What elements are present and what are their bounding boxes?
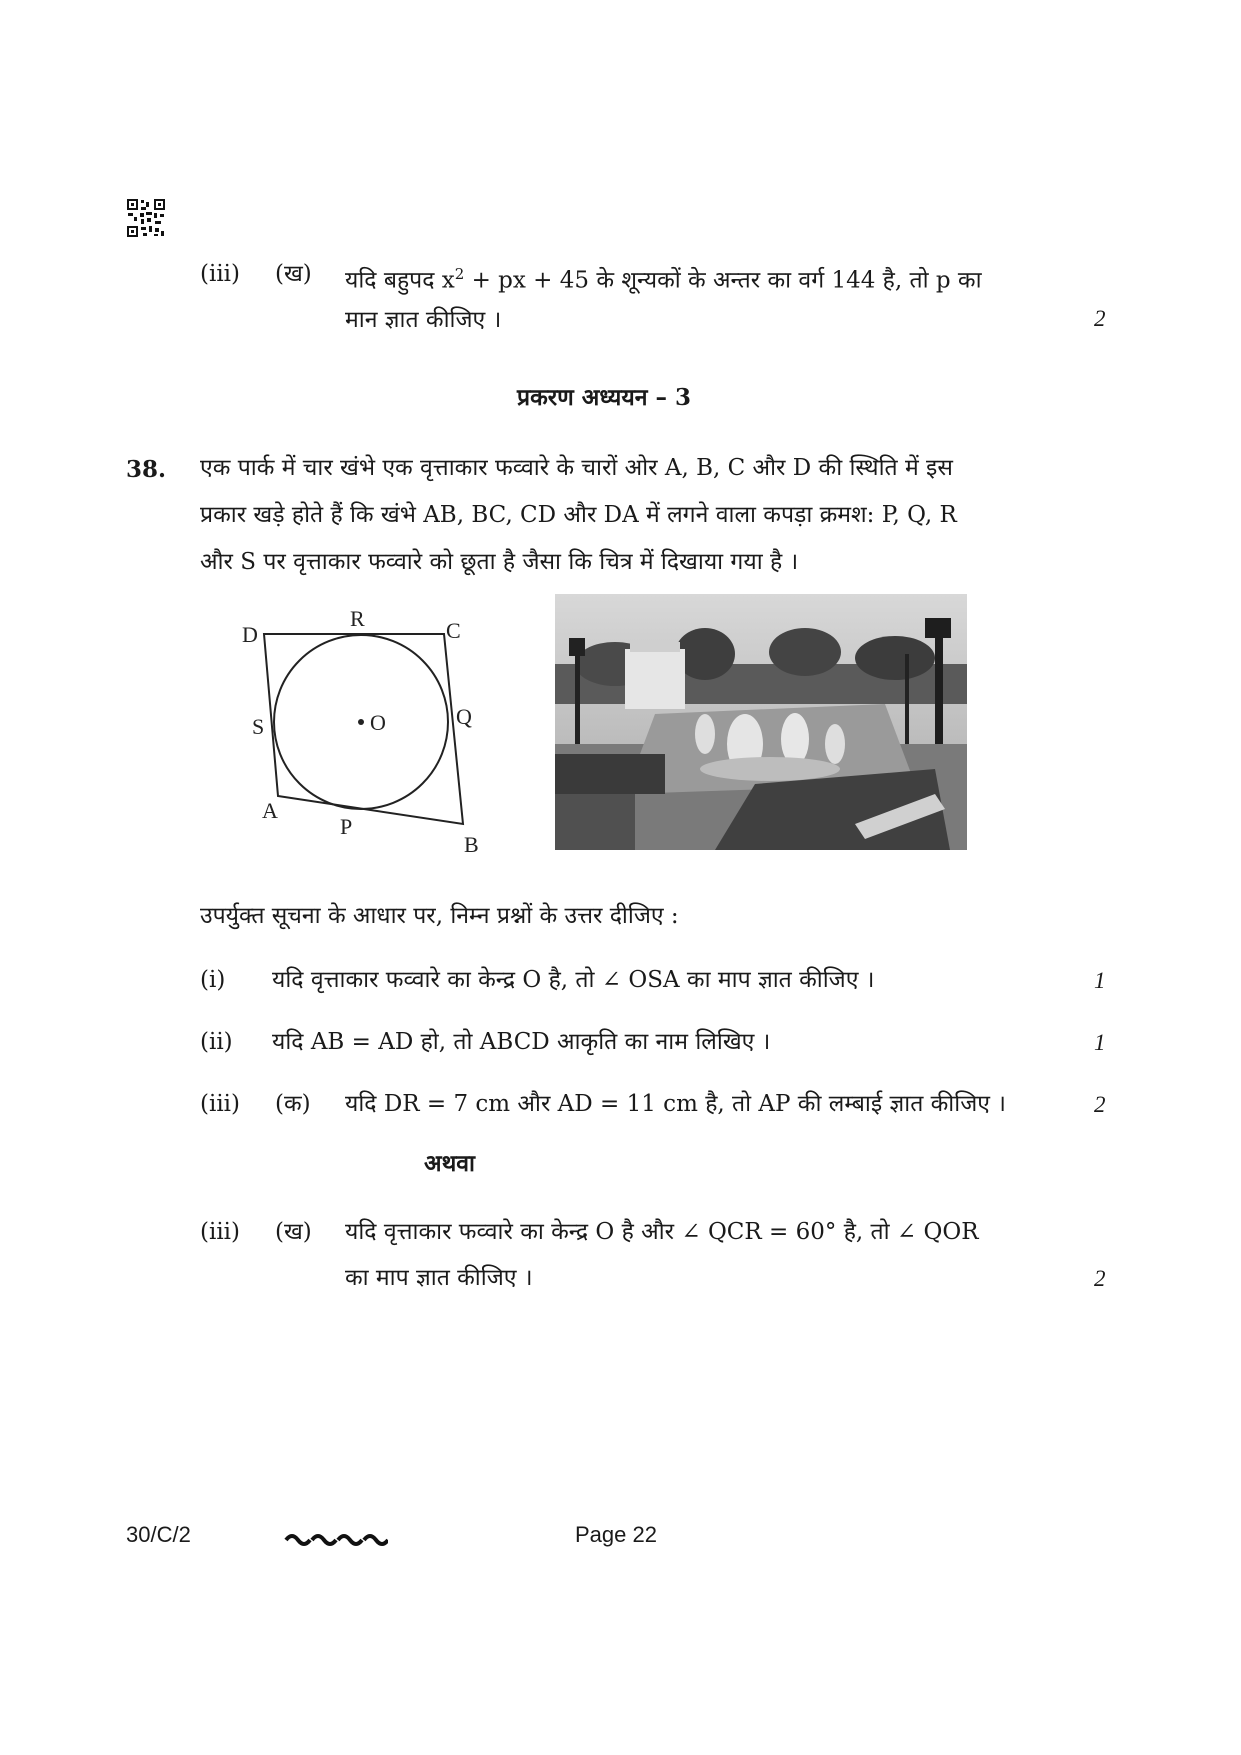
qr-code — [126, 198, 166, 238]
q38-number: 38. — [126, 456, 167, 483]
q38-part-ii-number: (ii) — [200, 1029, 233, 1055]
q38-stem-line-2: प्रकार खड़े होते हैं कि खंभे AB, BC, CD और DA में लगने वाला कपड़ा क्रमश: P, Q, R — [200, 502, 957, 528]
q38-part-iii-a-text: यदि DR = 7 cm और AD = 11 cm है, तो AP की लम्बाई ज्ञात कीजिए । — [345, 1091, 1007, 1117]
label-o: O — [370, 710, 386, 735]
label-d: D — [242, 622, 258, 647]
q38-stem-line-3: और S पर वृत्ताकार फव्वारे को छूता है जैसा कि चित्र में दिखाया गया है । — [200, 549, 799, 575]
paper-code: 30/C/2 — [126, 1522, 191, 1547]
label-b: B — [464, 832, 479, 857]
label-p: P — [340, 814, 353, 839]
q38-part-iii-b-line-1: यदि वृत्ताकार फव्वारे का केन्द्र O है और ∠ QCR = 60° है, तो ∠ QOR — [345, 1219, 979, 1245]
q38-subpart-a-label: (क) — [275, 1091, 311, 1117]
center-point — [358, 719, 364, 725]
q38-instruction: उपर्युक्त सूचना के आधार पर, निम्न प्रश्नों के उत्तर दीजिए : — [200, 903, 679, 929]
q38-part-iii-a-marks: 2 — [1094, 1092, 1106, 1117]
q38-part-iii-number: (iii) — [200, 1091, 241, 1117]
or-label: अथवा — [424, 1150, 476, 1177]
q37-part-iii-number: (iii) — [200, 261, 241, 287]
label-a: A — [262, 798, 278, 823]
q37-part-iii-b-marks: 2 — [1094, 306, 1106, 331]
q38-part-i-text: यदि वृत्ताकार फव्वारे का केन्द्र O है, तो ∠ OSA का माप ज्ञात कीजिए । — [272, 967, 875, 993]
label-c: C — [446, 618, 461, 643]
q38-stem-line-1: एक पार्क में चार खंभे एक वृत्ताकार फव्वारे के चारों ओर A, B, C और D की स्थिति में इस — [200, 455, 953, 481]
page-number: Page 22 — [575, 1522, 657, 1547]
label-q: Q — [456, 704, 472, 729]
q38-part-i-number: (i) — [200, 967, 226, 993]
q38-part-ii-text: यदि AB = AD हो, तो ABCD आकृति का नाम लिखिए । — [272, 1029, 771, 1055]
q38-part-iii-b-number: (iii) — [200, 1219, 241, 1245]
label-r: R — [350, 606, 365, 631]
tilde-divider-icon — [284, 1528, 388, 1548]
q38-part-ii-marks: 1 — [1094, 1030, 1106, 1055]
label-s: S — [252, 714, 265, 739]
q38-part-iii-b-line-2: का माप ज्ञात कीजिए । — [345, 1265, 533, 1291]
tangential-quadrilateral-figure — [230, 598, 510, 858]
quadrilateral-abcd — [264, 634, 463, 824]
case-study-heading: प्रकरण अध्ययन – 3 — [517, 384, 691, 411]
park-fountain-photo — [555, 594, 967, 850]
q37-part-iii-b-line-2: मान ज्ञात कीजिए । — [345, 307, 502, 333]
q38-part-i-marks: 1 — [1094, 968, 1106, 993]
q38-part-iii-b-marks: 2 — [1094, 1266, 1106, 1291]
q38-subpart-b-label: (ख) — [275, 1219, 312, 1245]
q37-part-iii-b-line-1: यदि बहुपद $x^2$ + px + 45 के शून्यकों के अन्तर का वर्ग 144 है, तो p का — [345, 265, 982, 294]
q37-subpart-b-label: (ख) — [275, 261, 312, 287]
